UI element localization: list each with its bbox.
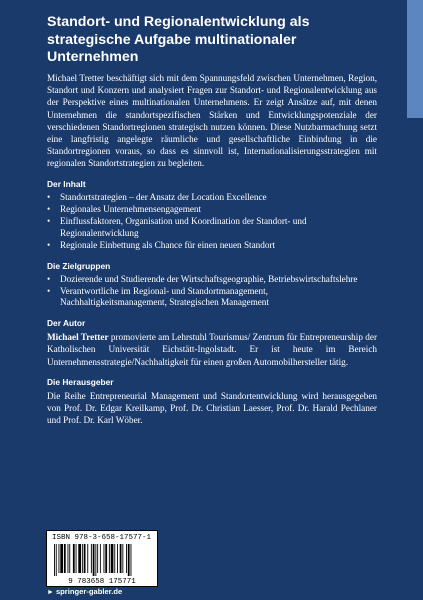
barcode-bar [117,544,118,573]
isbn-barcode [46,530,158,587]
barcode-bar [120,544,122,573]
bullet-icon: • [47,215,51,226]
list-item-text: Dozierende und Studierende der Wirtschaftsgeographie, Betriebswirtschaftslehre [60,273,358,284]
barcode-bar [82,544,83,573]
barcode-bar [87,544,88,573]
barcode-bar [126,544,127,573]
autor-heading: Der Autor [47,318,86,329]
bullet-icon: • [47,273,51,284]
barcode-bar [111,544,114,573]
book-title: Standort- und Regionalentwicklung als strategische Aufgabe multinationaler Unternehmen [47,14,310,65]
barcode-bar [131,544,132,576]
barcode-bar [64,544,66,573]
barcode-bar [105,544,107,573]
list-item [47,240,377,252]
barcode-bar [56,544,57,576]
list-item [47,216,377,240]
accent-bar [407,0,423,118]
barcode-digits: 9 783658 175771 [68,578,136,584]
barcode-bar [100,544,101,573]
list-item [47,204,377,216]
barcode-bar [109,544,110,573]
zielgruppen-list [47,274,377,310]
cover-content [47,72,377,426]
list-item-text: Standortstrategien – der Ansatz der Location Excellence [60,191,267,202]
barcode-bar [91,544,92,573]
herausgeber-paragraph: Die Reihe Entrepreneurial Management und Standortentwicklung wird herausgegeben von Prof. Dr. Edgar Kreilkamp, Prof. Dr. Christian Laesser, Prof. Dr. Harald Pechlaner und Prof. Dr. Karl Wöber. [47,390,377,426]
barcode-bar [128,544,130,576]
intro-paragraph: Michael Tretter beschäftigt sich mit dem Spannungsfeld zwischen Unternehmen, Region, Standort und Konzern und analysiert Fragen zur Standort- und Regionalentwicklung aus der Perspektive eines multinationalen Unternehmens. Er zeigt Ansätze auf, mit denen Unternehmen die standortspezifischen Stärken und Entwicklungspotenziale der verschiedenen Standortregionen strategisch nutzen können. Diese Nutzbarmachung setzt eine langfristig angelegte räumliche und gesellschaftliche Einbindung in die Standortregionen voraus, so dass es sinnvoll ist, Internationalisierungsstrategien mit regionalen Standortstrategien zu begleiten. [47,73,377,169]
list-item [47,286,377,310]
barcode-icon [51,544,153,584]
inhalt-heading: Der Inhalt [47,178,86,189]
barcode-bar [93,544,95,576]
barcode-bar [122,544,123,573]
list-item-text: Einflussfaktoren, Organisation und Koordination der Standort- und Regionalentwicklung [60,215,307,238]
barcode-bar [84,544,86,573]
bullet-icon: • [47,203,51,214]
barcode-bar [59,544,60,573]
bullet-icon: • [47,191,51,202]
author-name: Michael Tretter [47,332,109,343]
barcode-bar [73,544,75,573]
list-item [47,274,377,286]
barcode-bar [76,544,77,573]
list-item-text: Regionale Einbettung als Chance für einen neuen Standort [60,239,276,250]
isbn-label: ISBN 978-3-658-17577-1 [52,534,152,542]
bullet-icon: • [47,285,51,296]
list-item [47,192,377,204]
zielgruppen-heading: Die Zielgruppen [47,260,111,271]
website-url: springer-gabler.de [55,587,123,596]
list-item-text: Regionales Unternehmensengagement [60,203,202,214]
author-bio: promovierte am Lehrstuhl Tourismus/ Zentrum für Entrepreneurship der Katholischen Universität Eichstätt-Ingolstadt. Er ist heute im Bereich Unternehmensstrategie/Nachhaltigkeit für einen großen Automobilhersteller tätig. [47,332,377,367]
barcode-bar [69,544,70,573]
list-item-text: Verantwortliche im Regional- und Standortmanagement, Nachhaltigkeitsmanagement, Strategischen Management [60,285,269,308]
autor-paragraph [47,331,377,368]
publisher-website[interactable] [47,587,122,596]
arrow-icon: ► [47,589,54,596]
barcode-bar [95,544,96,576]
bullet-icon: • [47,239,51,250]
barcode-bar [114,544,115,573]
barcode-bar [68,544,69,573]
barcode-bar [54,544,55,576]
herausgeber-heading: Die Herausgeber [47,376,114,387]
barcode-bar [97,544,98,573]
barcode-bar [60,544,63,573]
inhalt-list [47,192,377,252]
barcode-bar [104,544,105,573]
barcode-bar [78,544,81,573]
